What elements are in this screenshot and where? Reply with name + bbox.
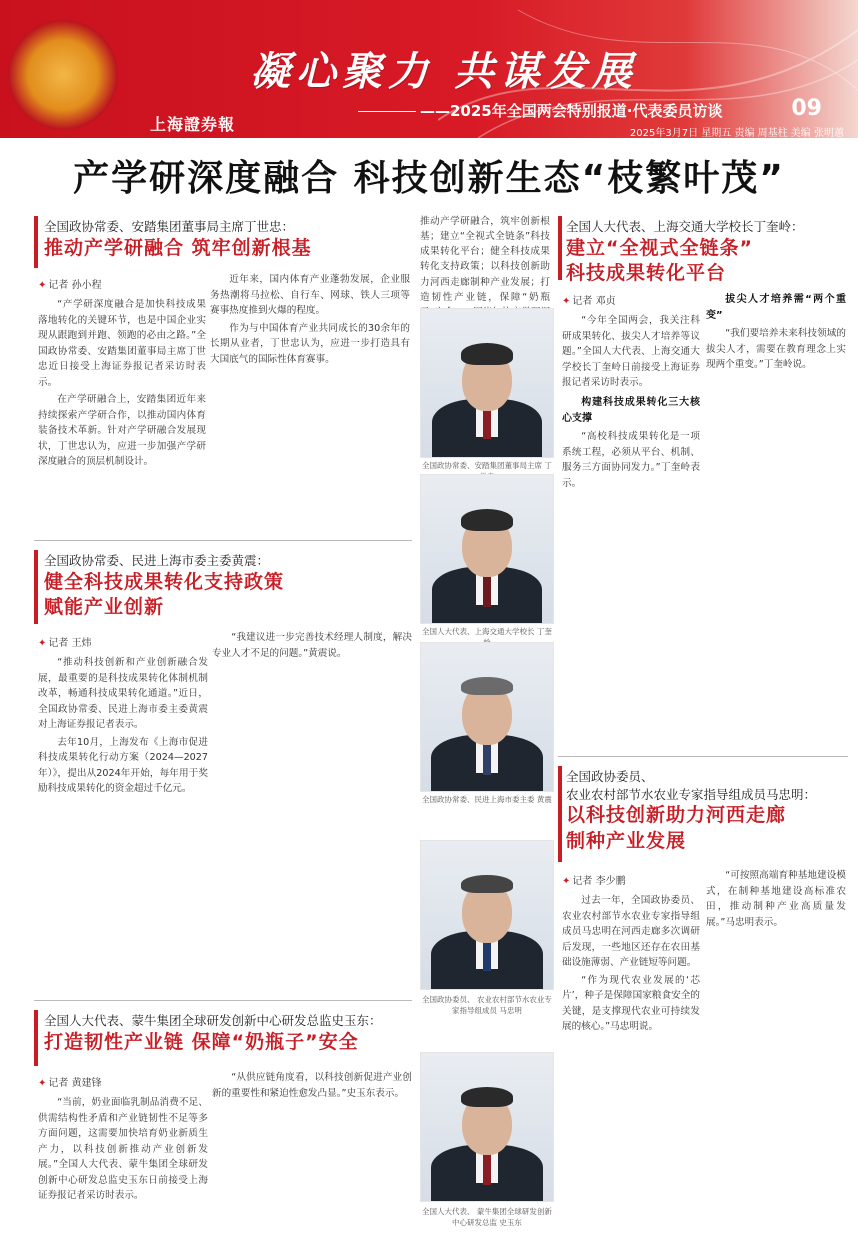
portrait-ding-kuiling bbox=[420, 474, 554, 624]
article-title: 建立“全视式全链条” 科技成果转化平台 bbox=[566, 236, 753, 285]
section-divider bbox=[34, 540, 412, 541]
article-shi bbox=[44, 1012, 414, 1055]
section-accent-bar bbox=[34, 550, 38, 624]
article-ding-body-2 bbox=[210, 272, 410, 369]
summary-box: 推动产学研融合，筑牢创新根基；建立“全视式全链条”科技成果转化平台；健全科技成果转化支持政策；以科技创新助力河西走廊制种产业发展；打造韧性产业链，保障“奶瓶 bbox=[420, 216, 550, 303]
article-title: 健全科技成果转化支持政策 赋能产业创新 bbox=[44, 570, 285, 619]
byline: ✦ 记者 邓贞 bbox=[562, 296, 616, 307]
section-accent-bar bbox=[34, 216, 38, 268]
photo-caption: 全国政协常委、安踏集团董事局主席 丁 bbox=[422, 461, 552, 470]
article-subhead: 拔尖人才培养需“两个重变” bbox=[706, 294, 846, 322]
photo-caption: 全国政协常委、民进上海市委主委 黄震 bbox=[422, 795, 552, 804]
page-number: 09 bbox=[791, 96, 822, 121]
article-body: “推动科技创新和产业创新融合发展，最重要的是科技成果转化体制机制改革，畅通科技成果转化通道。”近日，全国政协常委、民进上海市委主委黄震对上海证券报记者表示。 去年10月，上海发布《上海市促进科技成果转化行动方案（2024—2027年）》，提出从2024年开始，每年用于奖励科技成果转化的资金超过千亿元。 bbox=[38, 657, 208, 795]
article-body: “产学研深度融合是加快科技成果落地转化的关键环节，也是中国企业实现从跟跑到并跑、领跑的必由之路。”全国政协常委、安踏集团董事局主席丁世忠近日接受上海证券报记者采访时表示。 在产学研融合上，安踏集团近年来持续探索产学研合作，以推动国内体育装备技术革新。针对产学研融合发展现状，丁世忠认为，应进一步加强产学研深度融合的顶层机制设计。 bbox=[38, 299, 206, 468]
portrait-shi-yudong bbox=[420, 1052, 554, 1202]
article-kicker: 全国人大代表、上海交通大学校长丁奎岭： bbox=[566, 219, 804, 234]
article-ma-body-2 bbox=[706, 868, 846, 932]
photo-caption: 全国人大代表、上海交通大学校长 丁奎 bbox=[422, 627, 552, 636]
article-ding-body bbox=[38, 272, 206, 472]
article-body: “我建议进一步完善技术经理人制度，解决专业人才不足的问题。”黄震说。 bbox=[212, 632, 412, 659]
article-body: 近年来，国内体育产业蓬勃发展，企业服务热潮将马拉松、自行车、网球、铁人三项等赛事热度推到火爆的程度。 作为与中国体育产业共同成长的30余年的长期从业者，丁世忠认为，应进一步打造具有大国底气的国际性体育赛事。 bbox=[210, 274, 410, 365]
newspaper-logo: 上海證券報 bbox=[150, 115, 236, 134]
portrait-huang bbox=[420, 642, 554, 792]
photo-caption: 全国人大代表、 蒙牛集团全球研发创新中心研发总监 史玉东 bbox=[422, 1207, 552, 1227]
article-kicker: 全国政协委员、 农业农村部节水农业专家指导组成员马忠明： bbox=[566, 769, 817, 802]
page-headline: 产学研深度融合 科技创新生态“枝繁叶茂” bbox=[73, 158, 785, 199]
article-huang-body-2 bbox=[212, 630, 412, 663]
article-kicker: 全国人大代表、蒙牛集团全球研发创新中心研发总监史玉东： bbox=[44, 1013, 382, 1028]
article-ma bbox=[566, 768, 846, 854]
article-shi-body bbox=[38, 1070, 208, 1206]
article-body: “当前，奶业面临乳制品消费不足、供需结构性矛盾和产业链韧性不足等多方面问题，这需要加快培育奶业新质生产力，以科技创新推动产业创新发展。”全国人大代表、蒙牛集团全球研发创新中心研发总监史玉东日前接受上海证券报记者采访时表示。 bbox=[38, 1097, 208, 1202]
article-ding-kuiling-body-2 bbox=[706, 288, 846, 375]
article-huang-body bbox=[38, 630, 208, 799]
article-shi-body-2 bbox=[212, 1070, 412, 1103]
article-subhead: 构建科技成果转化三大核心支撑 bbox=[562, 396, 700, 424]
section-banner-subtitle: ——2025年全国两会特别报道·代表委员访谈 bbox=[358, 100, 722, 121]
section-divider bbox=[558, 756, 848, 757]
byline: ✦ 记者 王炜 bbox=[38, 638, 92, 649]
article-huang bbox=[44, 552, 414, 621]
section-accent-bar bbox=[558, 766, 562, 862]
article-body: 过去一年，全国政协委员、农业农村部节水农业专家指导组成员马忠明在河西走廊多次调研后发现，一些地区还存在农田基础设施薄弱、产业链短等问题。 “作为现代农业发展的‘芯片’，种子是保障国家粮食安全的关键，是支撑现代农业可持续发展的核心。”马忠明说。 bbox=[562, 895, 700, 1033]
byline: ✦ 记者 李少鹏 bbox=[562, 876, 626, 887]
byline: ✦ 记者 孙小程 bbox=[38, 280, 102, 291]
article-title: 以科技创新助力河西走廊 制种产业发展 bbox=[566, 804, 787, 852]
page-header bbox=[0, 0, 858, 138]
article-kicker: 全国政协常委、安踏集团董事局主席丁世忠： bbox=[44, 219, 295, 234]
article-title: 打造韧性产业链 保障“奶瓶子”安全 bbox=[44, 1030, 359, 1053]
byline: ✦ 记者 黄建锋 bbox=[38, 1078, 102, 1089]
dateline: 2025年3月7日 星期五 责编 周基柱 美编 张明蕙 bbox=[629, 128, 844, 138]
article-body: “今年全国两会，我关注科研成果转化、拔尖人才培养等议题。”全国人大代表、上海交通大学校长丁奎岭日前接受上海证券报记者采访时表示。 构建科技成果转化三大核心支撑 “高校科技成果转化是一项系统工程，必须从平台、机制、服务三方面协同发力。”丁奎岭表示。 bbox=[562, 315, 700, 489]
article-ding bbox=[44, 218, 414, 261]
portrait-ma bbox=[420, 840, 554, 990]
article-title: 推动产学研融合 筑牢创新根基 bbox=[44, 236, 312, 259]
article-body: “从供应链角度看，以科技创新促进产业创新的重要性和紧迫性愈发凸显。”史玉东表示。 bbox=[212, 1072, 412, 1099]
article-ding-kuiling bbox=[566, 218, 846, 287]
section-divider bbox=[34, 1000, 412, 1001]
article-kicker: 全国政协常委、民进上海市委主委黄震： bbox=[44, 553, 270, 568]
article-ma-body bbox=[562, 868, 700, 1037]
section-accent-bar bbox=[558, 216, 562, 280]
photo-caption: 全国政协委员、 农业农村部节水农业专家指导组成员 马忠明 bbox=[422, 995, 552, 1015]
portrait-ding bbox=[420, 308, 554, 458]
article-body: 拔尖人才培养需“两个重变” “我们要培养未来科技领域的拔尖人才，需要在教育理念上实现两个重变。”丁奎岭说。 bbox=[706, 294, 846, 371]
article-ding-kuiling-body bbox=[562, 288, 700, 493]
article-body: “可按照高端育种基地建设模式，在制种基地建设高标准农田，推动制种产业高质量发展。”马忠明表示。 bbox=[706, 870, 846, 928]
emblem-icon bbox=[8, 20, 118, 130]
section-accent-bar bbox=[34, 1010, 38, 1066]
section-banner-title: 凝心聚力 共谋发展 bbox=[250, 49, 638, 95]
